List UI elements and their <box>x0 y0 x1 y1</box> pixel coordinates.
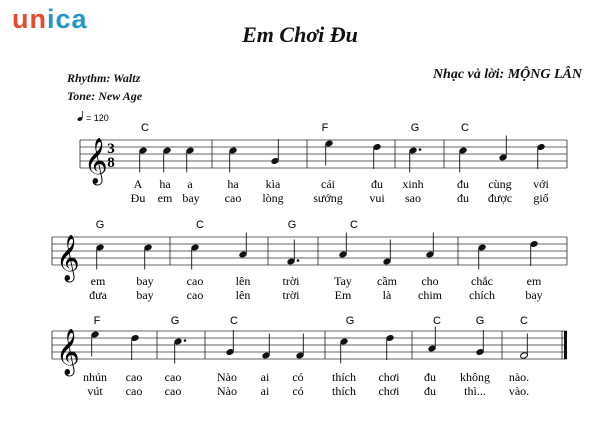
lyric-verse-2: Đu <box>130 191 146 205</box>
chord-symbol: G <box>475 315 485 327</box>
lyric-verse-1: đu <box>371 177 383 191</box>
lyric-verse-2: sướng <box>313 191 343 205</box>
lyric-verse-2: cao <box>164 384 182 398</box>
chord-symbol: G <box>345 315 355 327</box>
lyric-verse-1: ha <box>159 177 171 191</box>
lyric-verse-2: đu <box>457 191 469 205</box>
lyric-verse-2: thích <box>332 384 356 398</box>
lyric-verse-1: cao <box>125 370 143 384</box>
chord-symbol: C <box>230 315 238 327</box>
lyric-verse-2: cao <box>224 191 242 205</box>
lyric-verse-1: xinh <box>402 177 424 191</box>
chord-symbol: C <box>520 315 528 327</box>
lyric-verse-1: lên <box>235 274 251 288</box>
lyric-verse-2: chim <box>418 288 442 302</box>
lyric-verse-2: ai <box>260 384 270 398</box>
lyric-verse-1: cầm <box>377 274 397 288</box>
lyric-verse-1: a <box>187 177 193 191</box>
lyric-verse-1: em <box>90 274 106 288</box>
logo-letter: c <box>55 4 72 34</box>
lyric-verse-2: được <box>487 191 513 205</box>
chord-symbol: C <box>461 122 469 134</box>
chord-symbol: C <box>196 219 204 231</box>
lyric-verse-2: bay <box>136 288 154 302</box>
rhythm-label: Rhythm: Waltz <box>67 71 141 85</box>
lyric-verse-2: vào. <box>508 384 530 398</box>
lyric-verse-1: cao <box>164 370 182 384</box>
chord-symbol: G <box>170 315 180 327</box>
lyric-verse-1: đu <box>457 177 469 191</box>
lyric-verse-1: Tay <box>334 274 352 288</box>
treble-clef-icon: 𝄞 <box>56 235 80 281</box>
lyric-verse-2: Em <box>334 288 352 302</box>
lyric-verse-1: cao <box>186 274 204 288</box>
lyric-verse-1: cái <box>321 177 335 191</box>
lyric-verse-1: A <box>133 177 143 191</box>
lyric-verse-1: chắc <box>471 274 493 288</box>
lyric-verse-1: không <box>460 370 490 384</box>
lyric-verse-1: cho <box>421 274 439 288</box>
lyric-verse-2: em <box>157 191 173 205</box>
lyric-verse-2: cao <box>125 384 143 398</box>
lyric-verse-2: giố <box>533 191 549 205</box>
chord-symbol: G <box>95 219 105 231</box>
lyric-verse-2: là <box>382 288 392 302</box>
tempo-label: = 120 <box>86 113 109 123</box>
logo-letter: a <box>71 4 88 34</box>
logo-letter: i <box>47 4 56 34</box>
lyric-verse-2: sao <box>405 191 421 205</box>
chord-symbol: G <box>410 122 420 134</box>
lyric-verse-2: vút <box>87 384 103 398</box>
lyric-verse-2: bay <box>525 288 543 302</box>
chord-symbol: F <box>93 315 101 327</box>
lyric-verse-2: lên <box>235 288 251 302</box>
lyric-verse-2: vui <box>369 191 385 205</box>
song-title: Em Chơi Đu <box>242 22 358 47</box>
lyric-verse-1: có <box>292 370 304 384</box>
lyric-verse-1: chơi <box>378 370 400 384</box>
final-barline-thick <box>564 331 567 359</box>
lyric-verse-1: cùng <box>488 177 512 191</box>
note-dot <box>419 148 422 151</box>
note-dot <box>184 339 187 342</box>
chord-symbol: F <box>321 122 329 134</box>
author-credit: Nhạc và lời: MỘNG LÂN <box>432 67 582 82</box>
lyric-verse-1: với <box>533 177 549 191</box>
lyric-verse-2: trời <box>282 288 300 302</box>
lyric-verse-1: em <box>526 274 542 288</box>
lyric-verse-1: trời <box>282 274 300 288</box>
logo-letter: u <box>12 4 30 34</box>
lyric-verse-2: lòng <box>262 191 284 205</box>
lyric-verse-2: có <box>292 384 304 398</box>
lyric-verse-2: bay <box>182 191 200 205</box>
lyric-verse-1: bay <box>136 274 154 288</box>
lyric-verse-2: đưa <box>89 288 107 302</box>
chord-symbol: C <box>350 219 358 231</box>
lyric-verse-2: chích <box>469 288 495 302</box>
lyric-verse-1: Nào <box>217 370 237 384</box>
lyric-verse-1: đu <box>424 370 436 384</box>
chord-symbol: G <box>287 219 297 231</box>
lyric-verse-1: thích <box>332 370 356 384</box>
lyric-verse-1: ha <box>227 177 239 191</box>
lyric-verse-1: nào. <box>508 370 530 384</box>
treble-clef-icon: 𝄞 <box>84 138 108 184</box>
lyric-verse-1: ai <box>260 370 270 384</box>
lyric-verse-2: thì... <box>464 384 486 398</box>
lyric-verse-2: Nào <box>217 384 237 398</box>
treble-clef-icon: 𝄞 <box>56 329 80 375</box>
lyric-verse-1: kìa <box>265 177 281 191</box>
lyric-verse-2: chơi <box>378 384 400 398</box>
time-signature-bottom: 8 <box>107 155 115 171</box>
chord-symbol: C <box>141 122 149 134</box>
chord-symbol: C <box>433 315 441 327</box>
logo-letter: n <box>29 4 47 34</box>
note-dot <box>297 259 300 262</box>
time-signature-top: 3 <box>107 141 115 157</box>
tone-label: Tone: New Age <box>67 89 143 103</box>
lyric-verse-2: đu <box>424 384 436 398</box>
lyric-verse-1: nhún <box>83 370 107 384</box>
lyric-verse-2: cao <box>186 288 204 302</box>
